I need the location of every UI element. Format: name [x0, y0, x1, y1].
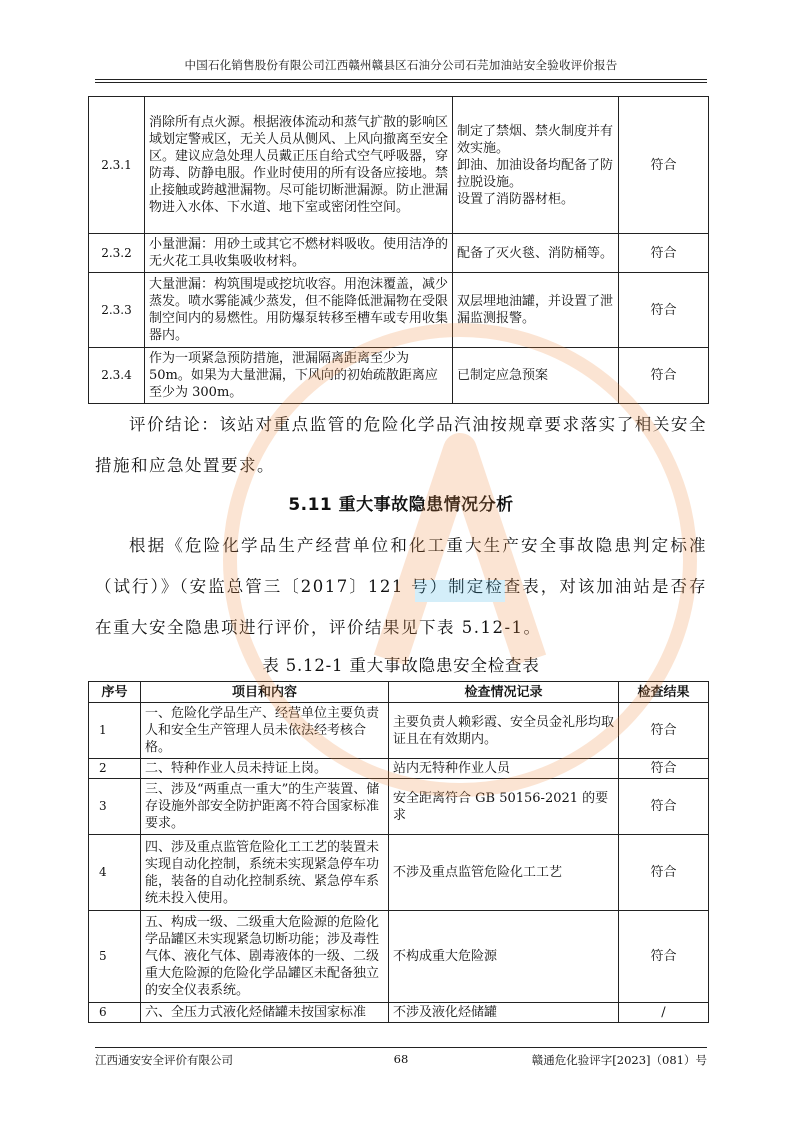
item-content: 一、危险化学品生产、经营单位主要负责人和安全生产管理人员未依法经考核合格。 — [141, 703, 389, 759]
table-row — [89, 1003, 709, 1023]
check-result: 符合 — [619, 911, 709, 1003]
check-record: 双层埋地油罐，并设置了泄漏监测报警。 — [453, 273, 619, 348]
table-header-row — [89, 682, 709, 703]
row-number: 5 — [89, 911, 141, 1003]
item-content: 消除所有点火源。根据液体流动和蒸气扩散的影响区域划定警戒区，无关人员从侧风、上风向撤离至安全区。建议应急处理人员戴正压自给式空气呼吸器，穿防毒、防静电服。作业时使用的所有设备应接地。禁止接触或跨越泄漏物。尽可能切断泄漏源。防止泄漏物进入水体、下水道、地下室或密闭性空间。 — [145, 97, 453, 234]
row-number: 6 — [89, 1003, 141, 1023]
item-content: 三、涉及“两重点一重大”的生产装置、储存设施外部安全防护距离不符合国家标准要求。 — [141, 779, 389, 835]
row-number: 2.3.3 — [89, 273, 145, 348]
table-row — [89, 779, 709, 835]
item-content: 五、构成一级、二级重大危险源的危险化学品罐区未实现紧急切断功能；涉及毒性气体、液化气体、剧毒液体的一级、二级重大危险源的危险化学品罐区未配备独立的安全仪表系统。 — [141, 911, 389, 1003]
col-header-content: 项目和内容 — [141, 682, 389, 703]
item-content: 小量泄漏：用砂土或其它不燃材料吸收。使用洁净的无火花工具收集吸收材料。 — [145, 234, 453, 273]
check-record: 站内无特种作业人员 — [389, 759, 619, 779]
table-row — [89, 759, 709, 779]
col-header-result: 检查结果 — [619, 682, 709, 703]
check-result: 符合 — [619, 348, 709, 404]
col-header-record: 检查情况记录 — [389, 682, 619, 703]
check-record: 不涉及重点监管危险化工工艺 — [389, 835, 619, 911]
row-number: 2.3.1 — [89, 97, 145, 234]
check-record: 安全距离符合 GB 50156-2021 的要求 — [389, 779, 619, 835]
page-footer — [95, 1047, 707, 1067]
row-number: 2.3.2 — [89, 234, 145, 273]
check-result: / — [619, 1003, 709, 1023]
check-result: 符合 — [619, 97, 709, 234]
evaluation-conclusion: 评价结论：该站对重点监管的危险化学品汽油按规章要求落实了相关安全措施和应急处置要求。 — [95, 415, 707, 475]
intro-paragraph: 根据《危险化学品生产经营单位和化工重大生产安全事故隐患判定标准（试行）》（安监总管三〔2017〕121 号）制定检查表，对该加油站是否存在重大安全隐患项进行评价，评价结果见下表 5.12-1。 — [95, 536, 707, 637]
table-caption: 表 5.12-1 重大事故隐患安全检查表 — [262, 656, 540, 675]
row-number: 4 — [89, 835, 141, 911]
row-number: 3 — [89, 779, 141, 835]
check-result: 符合 — [619, 779, 709, 835]
check-result: 符合 — [619, 234, 709, 273]
check-record: 不构成重大危险源 — [389, 911, 619, 1003]
row-number: 1 — [89, 703, 141, 759]
page-number: 68 — [393, 1052, 409, 1066]
section-title: 5.11 重大事故隐患情况分析 — [288, 495, 514, 515]
footer-company: 江西通安安全评价有限公司 — [95, 1053, 233, 1067]
table-row — [89, 97, 709, 234]
col-header-number: 序号 — [89, 682, 141, 703]
check-record: 主要负责人赖彩霞、安全员金礼彤均取证且在有效期内。 — [389, 703, 619, 759]
check-result: 符合 — [619, 759, 709, 779]
header-title: 中国石化销售股份有限公司江西赣州赣县区石油分公司石芫加油站安全验收评价报告 — [184, 58, 618, 72]
row-number: 2.3.4 — [89, 348, 145, 404]
table-row — [89, 273, 709, 348]
check-record: 不涉及液化烃储罐 — [389, 1003, 619, 1023]
check-record: 已制定应急预案 — [453, 348, 619, 404]
footer-doc-number: 赣通危化验评字[2023]（081）号 — [531, 1053, 707, 1067]
check-result: 符合 — [619, 835, 709, 911]
check-record: 制定了禁烟、禁火制度并有效实施。 卸油、加油设备均配备了防拉脱设施。 设置了消防器材柜。 — [453, 97, 619, 234]
table-row — [89, 911, 709, 1003]
major-hazard-checklist-table — [88, 681, 709, 1023]
item-content: 二、特种作业人员未持证上岗。 — [141, 759, 389, 779]
emergency-measures-table — [88, 96, 709, 404]
check-result: 符合 — [619, 703, 709, 759]
item-content: 四、涉及重点监管危险化工工艺的装置未实现自动化控制，系统未实现紧急停车功能，装备的自动化控制系统、紧急停车系统未投入使用。 — [141, 835, 389, 911]
table-row — [89, 234, 709, 273]
check-result: 符合 — [619, 273, 709, 348]
item-content: 六、全压力式液化烃储罐未按国家标准 — [141, 1003, 389, 1023]
table-row — [89, 835, 709, 911]
table-row — [89, 348, 709, 404]
table-row — [89, 703, 709, 759]
page-header — [95, 57, 707, 80]
item-content: 作为一项紧急预防措施，泄漏隔离距离至少为50m。如果为大量泄漏，下风向的初始疏散距离应至少为 300m。 — [145, 348, 453, 404]
item-content: 大量泄漏：构筑围堤或挖坑收容。用泡沫覆盖，减少蒸发。喷水雾能减少蒸发，但不能降低泄漏物在受限制空间内的易燃性。用防爆泵转移至槽车或专用收集器内。 — [145, 273, 453, 348]
check-record: 配备了灭火毯、消防桶等。 — [453, 234, 619, 273]
row-number: 2 — [89, 759, 141, 779]
